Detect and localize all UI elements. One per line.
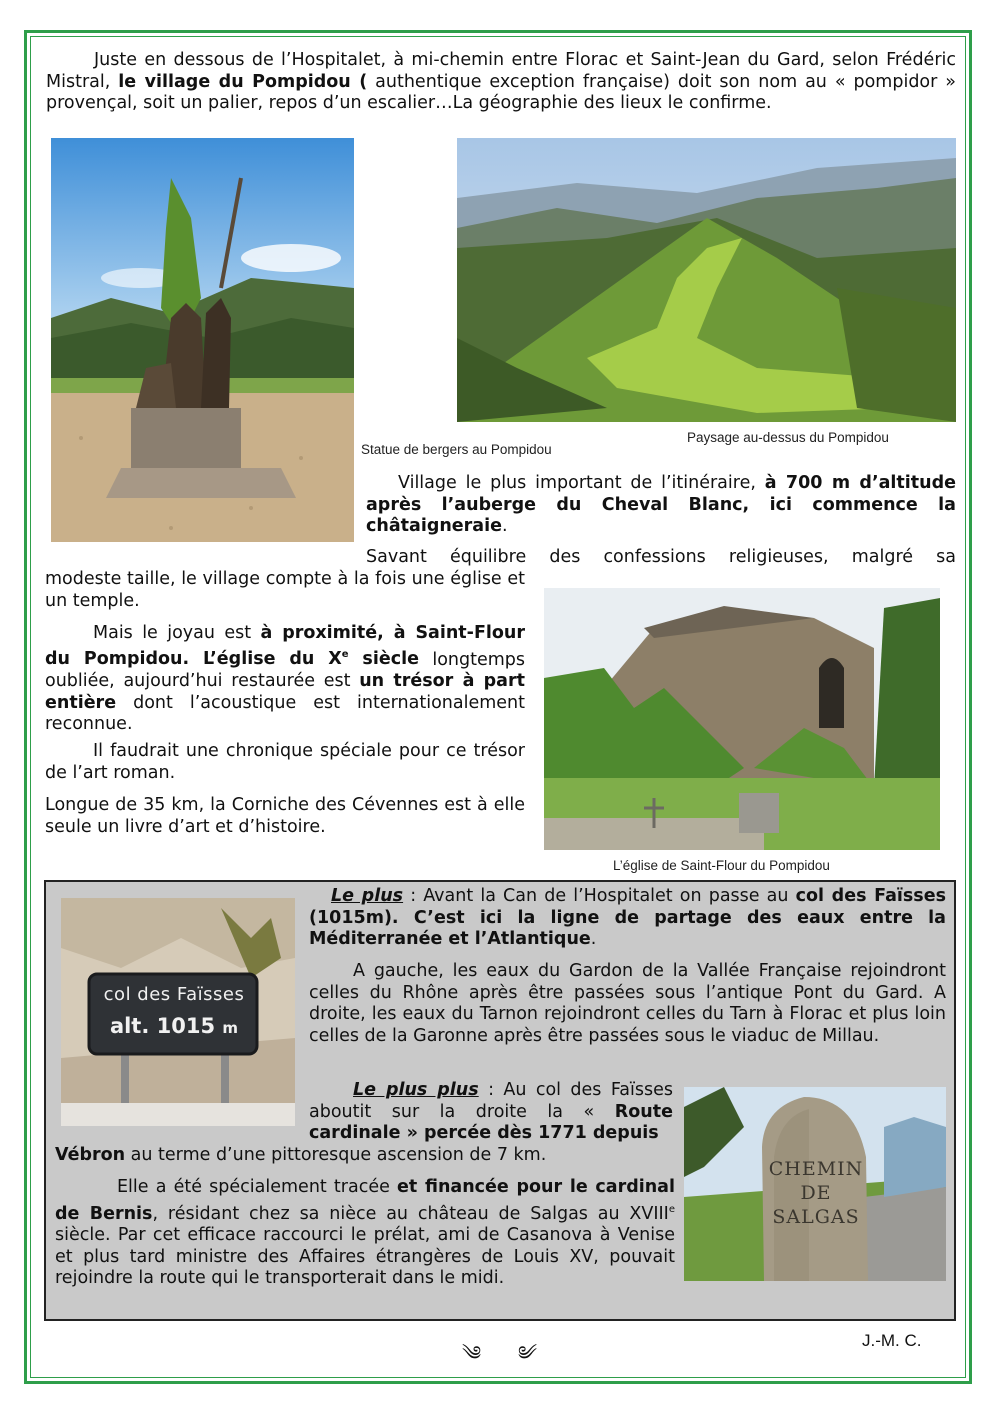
stone-text xyxy=(764,1157,868,1229)
le-plus-text-a: : Avant la Can de l’Hospitalet on passe au xyxy=(403,886,796,906)
joyau-text-d: longtemps oubliée, aujourd’hui restaurée est xyxy=(45,649,525,692)
intro-text-a: Juste en dessous de l’Hospitalet, à mi-chemin entre Florac et Saint-Jean du Gard, selon Frédéric Mistral, xyxy=(46,50,956,92)
pp-text-a: : Au col des Faïsses aboutit sur la droite la « xyxy=(309,1080,673,1122)
vebron-line xyxy=(55,1145,675,1167)
tracee-text-c: , résidant chez sa nièce au château de Salgas au XVIII xyxy=(152,1203,669,1224)
le-plus-text-c: . xyxy=(590,929,597,950)
gauche-paragraph xyxy=(309,961,946,1047)
gauche-text: A gauche, les eaux du Gardon de la Vallée Française rejoindront celles du Rhône après être passées sous l’antique Pont du Gard. A droite, les eaux du Tarnon rejoindront celles du Tarn à Florac et plus loin celles de la Garonne après être passées sous le viaduc de Millau. xyxy=(309,961,946,1046)
joyau-bold-1: à proximité, à Saint-Flour du Pompidou. L’église du Xe siècle xyxy=(45,623,526,670)
vebron-bold: Vébron xyxy=(55,1145,126,1165)
village-text-c: . xyxy=(501,516,508,537)
sign-line-2 xyxy=(99,1014,249,1038)
le-plus-label: Le plus xyxy=(331,886,404,906)
statue-photo xyxy=(51,138,354,542)
corniche-paragraph: Longue de 35 km, la Corniche des Cévennes est à elle seule un livre d’art et d’histoire. xyxy=(45,795,525,837)
le-plus-bold: col des Faïsses (1015m). C’est ici la ligne de partage des eaux entre la Méditerranée et l’Atlantique xyxy=(309,886,946,950)
tracee-text-d: siècle. Par cet efficace raccourci le prélat, ami de Casanova à Venise et plus tard ministre des Affaires étrangères de Louis XV, pouvait rejoindre la route qui le transporterait dans le midi. xyxy=(55,1225,675,1289)
pp-bold: Route cardinale » percée dès 1771 depuis xyxy=(309,1101,673,1144)
stone-text-line-1: CHEMIN xyxy=(768,1158,864,1180)
tracee-paragraph xyxy=(55,1177,675,1290)
village-text-bold: à 700 m d’altitude après l’auberge du Cheval Blanc, ici commence la châtaigneraie xyxy=(366,473,957,537)
signature: J.-M. C. xyxy=(862,1331,922,1350)
le-plus-plus-label: Le plus plus xyxy=(353,1080,479,1100)
chronique-paragraph xyxy=(45,741,525,784)
confessions-rest: modeste taille, le village compte à la fois une église et un temple. xyxy=(45,569,525,611)
joyau-bold-2: un trésor à part entière xyxy=(45,671,525,713)
chemin-de-salgas-photo xyxy=(684,1087,946,1281)
tracee-sup: e xyxy=(668,1203,676,1215)
le-plus-paragraph xyxy=(309,886,946,951)
sign-line-1: col des Faïsses xyxy=(103,984,245,1005)
chronique-text: Il faudrait une chronique spéciale pour ce trésor de l’art roman. xyxy=(45,741,525,783)
ornament-right-icon: ༄ xyxy=(518,1341,538,1365)
tracee-bold: et financée pour le cardinal de Bernis xyxy=(55,1177,675,1224)
intro-paragraph xyxy=(46,50,956,115)
intro-text-c: authentique exception française) doit son nom au « pompidor » provençal, soit un palier, repos d’un escalier…La géographie des lieux le confirme. xyxy=(46,71,956,114)
confessions-line-1: Savant équilibre des confessions religieuses, malgré sa xyxy=(366,547,956,567)
joyau-text-f: dont l’acoustique est internationalement reconnue. xyxy=(45,692,525,735)
joyau-paragraph xyxy=(45,623,525,736)
joyau-text-a: Mais le joyau est xyxy=(93,623,261,643)
le-plus-plus-paragraph xyxy=(309,1080,673,1145)
village-text-a: Village le plus important de l’itinéraire, xyxy=(398,473,765,493)
vebron-text: au terme d’une pittoresque ascension de 7 km. xyxy=(125,1145,547,1165)
sign-unit: m xyxy=(222,1019,239,1037)
church-photo xyxy=(544,588,940,850)
church-caption: L’église de Saint-Flour du Pompidou xyxy=(613,858,830,873)
tracee-text-a: Elle a été spécialement tracée xyxy=(117,1177,398,1197)
landscape-caption: Paysage au-dessus du Pompidou xyxy=(687,430,889,445)
village-paragraph xyxy=(366,473,956,538)
stone-text-line-3: SALGAS xyxy=(772,1206,860,1228)
col-des-faisses-photo xyxy=(61,898,295,1126)
stone-text-line-2: DE xyxy=(800,1182,832,1204)
intro-text-bold: le village du Pompidou ( xyxy=(118,71,368,92)
sign-altitude: alt. 1015 xyxy=(109,1014,216,1038)
landscape-photo xyxy=(457,138,956,422)
statue-caption: Statue de bergers au Pompidou xyxy=(361,442,552,457)
ornament-left-icon: ༄ xyxy=(462,1341,482,1365)
